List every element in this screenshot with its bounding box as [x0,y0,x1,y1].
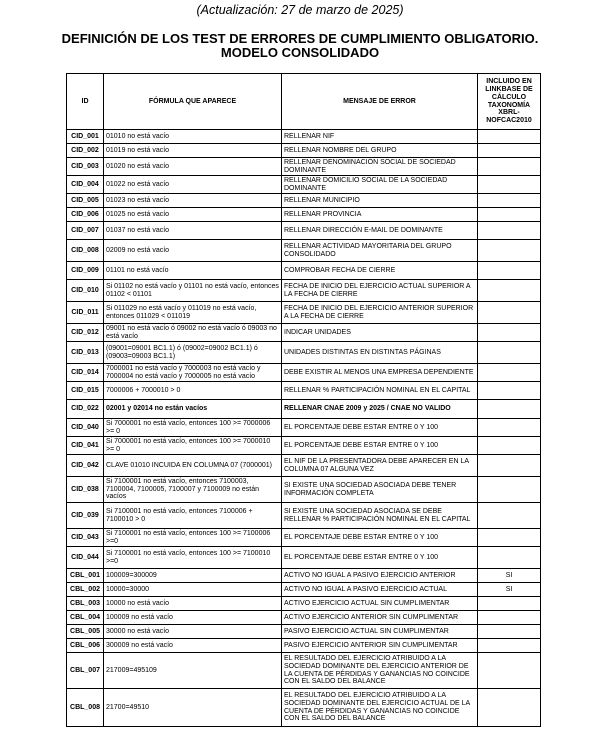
cell-formula: 21700=49510 [104,689,282,727]
table-row [67,639,541,653]
cell-id: CBL_002 [67,583,104,597]
cell-message: UNIDADES DISTINTAS EN DISTINTAS PÁGINAS [282,342,478,364]
table-row [67,130,541,144]
cell-id: CBL_005 [67,625,104,639]
cell-included: SI [478,583,541,597]
cell-included [478,639,541,653]
cell-message: COMPROBAR FECHA DE CIERRE [282,262,478,280]
cell-formula: 7000001 no está vacío y 7000003 no está vacío y 7000004 no está vacío y 7000005 no está vacío [104,364,282,382]
table-body [67,130,541,727]
cell-message: RELLENAR NOMBRE DEL GRUPO [282,144,478,158]
cell-included [478,262,541,280]
cell-included [478,611,541,625]
table-header-row [67,74,541,130]
table-row [67,176,541,194]
cell-formula: Si 7000001 no está vacío, entonces 100 >= 7000010 >= 0 [104,437,282,455]
table-row [67,208,541,222]
cell-included [478,222,541,240]
cell-formula: CLAVE 01010 INCUIDA EN COLUMNA 07 (7000001) [104,455,282,477]
cell-included [478,382,541,400]
cell-included [478,437,541,455]
cell-formula: 100009 no está vacío [104,611,282,625]
cell-message: EL PORCENTAJE DEBE ESTAR ENTRE 0 Y 100 [282,529,478,547]
title-line-1: DEFINICIÓN DE LOS TEST DE ERRORES DE CUMPLIMIENTO OBLIGATORIO. [61,31,539,46]
cell-message: RELLENAR DIRECCIÓN E-MAIL DE DOMINANTE [282,222,478,240]
cell-id: CID_002 [67,144,104,158]
table-row [67,455,541,477]
cell-id: CID_009 [67,262,104,280]
cell-formula: (09001=09001 BC1.1) ó (09002=09002 BC1.1) ó (09003=09003 BC1.1) [104,342,282,364]
cell-formula: Si 7000001 no está vacío, entonces 100 >= 7000006 >= 0 [104,419,282,437]
cell-included [478,597,541,611]
table-row [67,529,541,547]
cell-message: RELLENAR CNAE 2009 y 2025 / CNAE NO VALIDO [282,400,478,419]
cell-id: CID_001 [67,130,104,144]
cell-formula: 30000 no está vacío [104,625,282,639]
table-row [67,611,541,625]
cell-id: CID_014 [67,364,104,382]
cell-formula: 300009 no está vacío [104,639,282,653]
cell-message: EL NIF DE LA PRESENTADORA DEBE APARECER EN LA COLUMNA 07 ALGUNA VEZ [282,455,478,477]
cell-formula: 10000 no está vacío [104,597,282,611]
cell-formula: 02001 y 02014 no están vacíos [104,400,282,419]
cell-included [478,529,541,547]
cell-id: CID_008 [67,240,104,262]
table-row [67,194,541,208]
cell-included [478,653,541,689]
cell-id: CBL_006 [67,639,104,653]
table-row [67,324,541,342]
table-row [67,144,541,158]
header-included: INCLUIDO EN LINKBASE DE CÁLCULO TAXONOMÍA XBRL-NOFCAC2010 [478,74,541,130]
cell-formula: Si 7100001 no está vacío, entonces 7100006 + 7100010 > 0 [104,503,282,529]
error-tests-table [66,73,541,727]
table-row [67,569,541,583]
table-row [67,158,541,176]
header-formula: FÓRMULA QUE APARECE [104,74,282,130]
cell-message: FECHA DE INICIO DEL EJERCICIO ANTERIOR SUPERIOR A LA FECHA DE CIERRE [282,302,478,324]
cell-included [478,194,541,208]
cell-id: CID_022 [67,400,104,419]
cell-included [478,302,541,324]
cell-message: SI EXISTE UNA SOCIEDAD ASOCIADA SE DEBE RELLENAR % PARTICIPACIÓN NOMINAL EN EL CAPITAL [282,503,478,529]
cell-id: CID_004 [67,176,104,194]
table-row [67,689,541,727]
table-row [67,240,541,262]
cell-included [478,547,541,569]
cell-formula: Si 01102 no está vacío y 01101 no está vacío, entonces 01102 < 01101 [104,280,282,302]
table-row [67,625,541,639]
cell-included [478,342,541,364]
cell-id: CID_010 [67,280,104,302]
cell-message: RELLENAR ACTIVIDAD MAYORITARIA DEL GRUPO CONSOLIDADO [282,240,478,262]
cell-id: CID_013 [67,342,104,364]
cell-formula: 01019 no está vacío [104,144,282,158]
table-row [67,262,541,280]
table-row [67,477,541,503]
cell-id: CID_003 [67,158,104,176]
cell-id: CID_042 [67,455,104,477]
cell-message: ACTIVO EJERCICIO ANTERIOR SIN CUMPLIMENTAR [282,611,478,625]
cell-formula: 01037 no está vacío [104,222,282,240]
cell-message: RELLENAR % PARTICIPACIÓN NOMINAL EN EL CAPITAL [282,382,478,400]
cell-message: ACTIVO EJERCICIO ACTUAL SIN CUMPLIMENTAR [282,597,478,611]
table-row [67,342,541,364]
cell-included [478,625,541,639]
table-row [67,419,541,437]
table-row [67,222,541,240]
cell-included [478,176,541,194]
table-row [67,653,541,689]
cell-formula: Si 7100001 no está vacío, entonces 100 >= 7100006 >=0 [104,529,282,547]
cell-id: CID_007 [67,222,104,240]
cell-message: EL PORCENTAJE DEBE ESTAR ENTRE 0 Y 100 [282,419,478,437]
cell-message: RELLENAR DOMICILIO SOCIAL DE LA SOCIEDAD DOMINANTE [282,176,478,194]
cell-id: CBL_003 [67,597,104,611]
cell-id: CID_039 [67,503,104,529]
cell-included [478,280,541,302]
cell-formula: 01101 no está vacío [104,262,282,280]
cell-id: CID_011 [67,302,104,324]
cell-formula: 10000=30000 [104,583,282,597]
cell-id: CID_005 [67,194,104,208]
cell-message: ACTIVO NO IGUAL A PASIVO EJERCICIO ANTERIOR [282,569,478,583]
cell-formula: 01022 no está vacío [104,176,282,194]
cell-id: CID_015 [67,382,104,400]
cell-included: SI [478,569,541,583]
cell-message: PASIVO EJERCICIO ANTERIOR SIN CUMPLIMENTAR [282,639,478,653]
table-row [67,547,541,569]
cell-included [478,400,541,419]
cell-included [478,477,541,503]
table-row [67,597,541,611]
cell-message: RELLENAR NIF [282,130,478,144]
cell-id: CID_043 [67,529,104,547]
table-row [67,302,541,324]
cell-message: ACTIVO NO IGUAL A PASIVO EJERCICIO ACTUAL [282,583,478,597]
table-row [67,364,541,382]
cell-included [478,364,541,382]
cell-included [478,324,541,342]
cell-message: EL PORCENTAJE DEBE ESTAR ENTRE 0 Y 100 [282,547,478,569]
table-row [67,583,541,597]
cell-formula: 01010 no está vacío [104,130,282,144]
cell-formula: 09001 no está vacío ó 09002 no está vacío ó 09003 no está vacío [104,324,282,342]
cell-formula: Si 011029 no está vacío y 011019 no está vacío, entonces 011029 < 011019 [104,302,282,324]
cell-formula: 100009=300009 [104,569,282,583]
cell-formula: 01020 no está vacío [104,158,282,176]
cell-id: CID_044 [67,547,104,569]
cell-message: EL RESULTADO DEL EJERCICIO ATRIBUIDO A LA SOCIEDAD DOMINANTE DEL EJERCICIO ACTUAL DE LA CUENTA DE PÉRDIDAS Y GANANCIAS NO COINCIDE CON EL SALDO DEL BALANCE [282,689,478,727]
cell-id: CID_038 [67,477,104,503]
cell-id: CID_041 [67,437,104,455]
cell-formula: Si 7100001 no está vacío, entonces 7100003, 7100004, 7100005, 7100007 y 7100009 no están vacíos [104,477,282,503]
table-row [67,503,541,529]
cell-message: FECHA DE INICIO DEL EJERCICIO ACTUAL SUPERIOR A LA FECHA DE CIERRE [282,280,478,302]
header-id: ID [67,74,104,130]
table-row [67,382,541,400]
cell-included [478,144,541,158]
cell-message: PASIVO EJERCICIO ACTUAL SIN CUMPLIMENTAR [282,625,478,639]
cell-included [478,455,541,477]
cell-message: RELLENAR PROVINCIA [282,208,478,222]
cell-formula: 01025 no está vacío [104,208,282,222]
cell-formula: Si 7100001 no está vacío, entonces 100 >= 7100010 >=0 [104,547,282,569]
cell-message: EL RESULTADO DEL EJERCICIO ATRIBUIDO A LA SOCIEDAD DOMINANTE DEL EJERCICIO ANTERIOR DE LA CUENTA DE PÉRDIDAS Y GANANCIAS NO COINCIDE CON EL SALDO DEL BALANCE [282,653,478,689]
cell-message: RELLENAR MUNICIPIO [282,194,478,208]
cell-message: RELLENAR DENOMINACIÓN SOCIAL DE SOCIEDAD DOMINANTE [282,158,478,176]
cell-id: CID_012 [67,324,104,342]
cell-formula: 7000006 + 7000010 > 0 [104,382,282,400]
update-note: (Actualización: 27 de marzo de 2025) [196,3,404,17]
title-line-2: MODELO CONSOLIDADO [220,45,380,60]
document-title [0,32,600,60]
table-row [67,437,541,455]
cell-included [478,240,541,262]
cell-id: CBL_008 [67,689,104,727]
cell-formula: 01023 no está vacío [104,194,282,208]
cell-included [478,130,541,144]
header-message: MENSAJE DE ERROR [282,74,478,130]
cell-included [478,419,541,437]
table-row [67,280,541,302]
cell-message: DEBE EXISTIR AL MENOS UNA EMPRESA DEPENDIENTE [282,364,478,382]
cell-included [478,158,541,176]
cell-included [478,689,541,727]
cell-formula: 02009 no está vacío [104,240,282,262]
cell-message: SI EXISTE UNA SOCIEDAD ASOCIADA DEBE TENER INFORMACIÓN COMPLETA [282,477,478,503]
table-row [67,400,541,419]
cell-message: EL PORCENTAJE DEBE ESTAR ENTRE 0 Y 100 [282,437,478,455]
cell-id: CBL_004 [67,611,104,625]
cell-id: CID_040 [67,419,104,437]
cell-id: CBL_007 [67,653,104,689]
cell-id: CID_006 [67,208,104,222]
cell-message: INDICAR UNIDADES [282,324,478,342]
cell-id: CBL_001 [67,569,104,583]
cell-included [478,503,541,529]
cell-included [478,208,541,222]
cell-formula: 217009=495109 [104,653,282,689]
